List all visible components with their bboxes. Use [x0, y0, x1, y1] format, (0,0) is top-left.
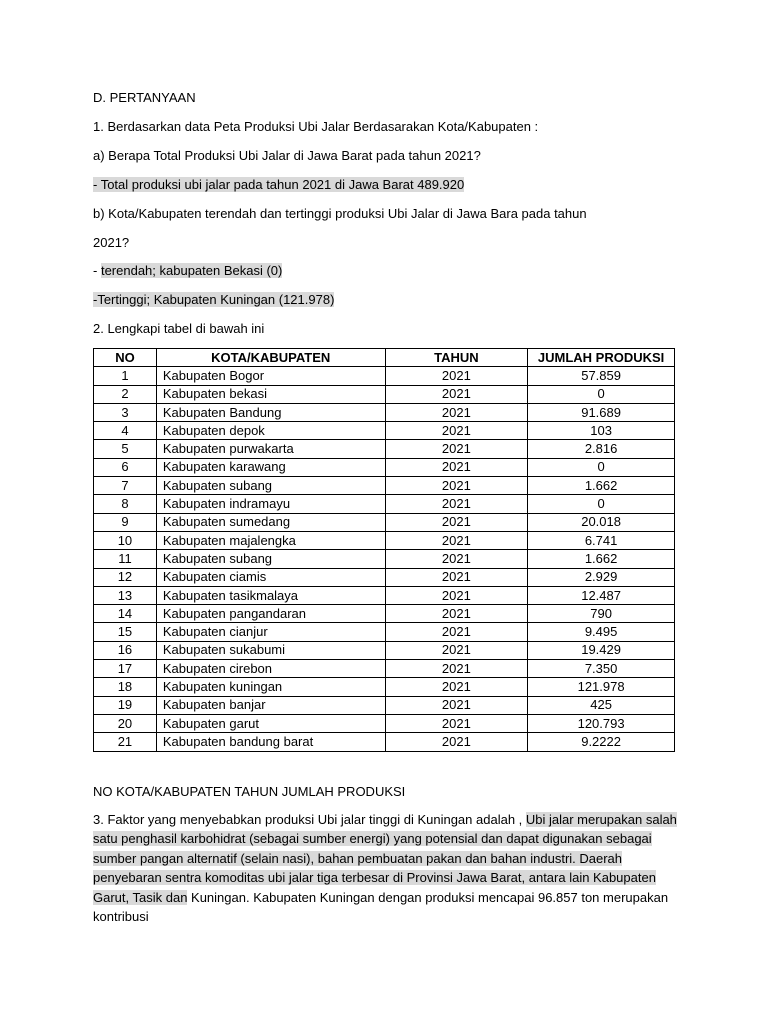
cell-no: 17: [94, 660, 157, 678]
table-caption: NO KOTA/KABUPATEN TAHUN JUMLAH PRODUKSI: [93, 784, 406, 799]
table-row: [94, 440, 675, 458]
cell-region: Kabupaten bandung barat: [156, 733, 385, 751]
cell-production: 0: [528, 495, 675, 513]
header-no: NO: [94, 349, 157, 367]
cell-year: 2021: [385, 458, 528, 476]
cell-production: 1.662: [528, 550, 675, 568]
cell-region: Kabupaten banjar: [156, 696, 385, 714]
question-1: 1. Berdasarkan data Peta Produksi Ubi Jalar Berdasarakan Kota/Kabupaten :: [93, 119, 539, 134]
cell-no: 18: [94, 678, 157, 696]
cell-region: Kabupaten ciamis: [156, 568, 385, 586]
cell-production: 12.487: [528, 586, 675, 604]
cell-no: 2: [94, 385, 157, 403]
header-tahun: TAHUN: [385, 349, 528, 367]
table-row: [94, 550, 675, 568]
table-row: [94, 714, 675, 732]
cell-year: 2021: [385, 568, 528, 586]
header-kota-kabupaten: KOTA/KABUPATEN: [156, 349, 385, 367]
table-row: [94, 367, 675, 385]
table-row: [94, 422, 675, 440]
cell-no: 20: [94, 714, 157, 732]
cell-no: 3: [94, 403, 157, 421]
cell-production: 425: [528, 696, 675, 714]
cell-region: Kabupaten subang: [156, 550, 385, 568]
table-row: [94, 403, 675, 421]
table-row: [94, 678, 675, 696]
cell-region: Kabupaten pangandaran: [156, 605, 385, 623]
table-row: [94, 733, 675, 751]
cell-region: Kabupaten purwakarta: [156, 440, 385, 458]
cell-year: 2021: [385, 367, 528, 385]
answer-1a: [93, 176, 464, 193]
cell-year: 2021: [385, 550, 528, 568]
cell-year: 2021: [385, 605, 528, 623]
cell-production: 9.2222: [528, 733, 675, 751]
cell-region: Kabupaten tasikmalaya: [156, 586, 385, 604]
section-heading: D. PERTANYAAN: [93, 90, 196, 105]
cell-production: 91.689: [528, 403, 675, 421]
answer-3-rest: Kuningan. Kabupaten Kuningan dengan produksi mencapai 96.857 ton merupakan kontribusi: [93, 889, 669, 925]
cell-production: 2.929: [528, 568, 675, 586]
table-row: [94, 605, 675, 623]
cell-no: 6: [94, 458, 157, 476]
answer-3-highlight: Ubi jalar merupakan salah satu penghasil karbohidrat (sebagai sumber energi) yang potensial dan dapat digunakan sebagai sumber pangan alternatif (selain nasi), bahan pembuatan pakan dan bahan industri. Daerah penyebaran sentra komoditas ubi jalar tiga terbesar di Provinsi Jawa Barat, antara lain Kabupaten Garut, Tasik dan: [93, 812, 677, 905]
cell-no: 15: [94, 623, 157, 641]
cell-production: 1.662: [528, 477, 675, 495]
cell-no: 14: [94, 605, 157, 623]
cell-no: 12: [94, 568, 157, 586]
cell-no: 8: [94, 495, 157, 513]
answer-1b-lowest: [93, 262, 282, 279]
cell-region: Kabupaten indramayu: [156, 495, 385, 513]
cell-year: 2021: [385, 477, 528, 495]
answer-1b-highest: [93, 291, 334, 308]
cell-production: 9.495: [528, 623, 675, 641]
table-row: [94, 623, 675, 641]
cell-year: 2021: [385, 422, 528, 440]
question-3-paragraph: [93, 810, 683, 926]
table-header-row: [94, 349, 675, 367]
cell-no: 5: [94, 440, 157, 458]
cell-region: Kabupaten depok: [156, 422, 385, 440]
cell-year: 2021: [385, 733, 528, 751]
cell-no: 21: [94, 733, 157, 751]
cell-region: Kabupaten garut: [156, 714, 385, 732]
table-row: [94, 458, 675, 476]
cell-production: 2.816: [528, 440, 675, 458]
cell-year: 2021: [385, 696, 528, 714]
table-row: [94, 477, 675, 495]
header-jumlah-produksi: JUMLAH PRODUKSI: [528, 349, 675, 367]
cell-production: 19.429: [528, 641, 675, 659]
cell-production: 790: [528, 605, 675, 623]
cell-no: 19: [94, 696, 157, 714]
cell-region: Kabupaten karawang: [156, 458, 385, 476]
cell-no: 4: [94, 422, 157, 440]
cell-year: 2021: [385, 641, 528, 659]
cell-region: Kabupaten subang: [156, 477, 385, 495]
table-row: [94, 660, 675, 678]
cell-year: 2021: [385, 623, 528, 641]
cell-region: Kabupaten cirebon: [156, 660, 385, 678]
cell-region: Kabupaten Bogor: [156, 367, 385, 385]
table-row: [94, 513, 675, 531]
cell-region: Kabupaten cianjur: [156, 623, 385, 641]
table-row: [94, 586, 675, 604]
cell-no: 13: [94, 586, 157, 604]
cell-region: Kabupaten sukabumi: [156, 641, 385, 659]
cell-year: 2021: [385, 678, 528, 696]
cell-region: Kabupaten sumedang: [156, 513, 385, 531]
cell-no: 9: [94, 513, 157, 531]
cell-year: 2021: [385, 586, 528, 604]
cell-year: 2021: [385, 385, 528, 403]
table-row: [94, 385, 675, 403]
cell-production: 103: [528, 422, 675, 440]
answer-1b-highest-text: -Tertinggi; Kabupaten Kuningan (121.978): [93, 292, 335, 307]
cell-no: 16: [94, 641, 157, 659]
table-row: [94, 531, 675, 549]
cell-no: 7: [94, 477, 157, 495]
cell-no: 10: [94, 531, 157, 549]
question-1b-line-2: 2021?: [93, 235, 130, 250]
cell-production: 6.741: [528, 531, 675, 549]
cell-year: 2021: [385, 495, 528, 513]
cell-region: Kabupaten Bandung: [156, 403, 385, 421]
cell-region: Kabupaten majalengka: [156, 531, 385, 549]
question-1b-line-1: b) Kota/Kabupaten terendah dan tertinggi produksi Ubi Jalar di Jawa Bara pada tahun: [93, 206, 587, 221]
cell-production: 120.793: [528, 714, 675, 732]
question-3-intro: 3. Faktor yang menyebabkan produksi Ubi jalar tinggi di Kuningan adalah ,: [93, 812, 526, 827]
cell-year: 2021: [385, 660, 528, 678]
question-1a: a) Berapa Total Produksi Ubi Jalar di Jawa Barat pada tahun 2021?: [93, 148, 481, 163]
table-row: [94, 641, 675, 659]
production-table: [93, 348, 675, 752]
cell-no: 11: [94, 550, 157, 568]
answer-1a-text: - Total produksi ubi jalar pada tahun 2021 di Jawa Barat 489.920: [93, 177, 465, 192]
cell-no: 1: [94, 367, 157, 385]
answer-1b-lowest-text: terendah; kabupaten Bekasi (0): [100, 263, 283, 278]
table-row: [94, 568, 675, 586]
cell-year: 2021: [385, 440, 528, 458]
cell-year: 2021: [385, 714, 528, 732]
cell-production: 0: [528, 385, 675, 403]
cell-region: Kabupaten kuningan: [156, 678, 385, 696]
table-row: [94, 495, 675, 513]
cell-year: 2021: [385, 513, 528, 531]
cell-production: 0: [528, 458, 675, 476]
table-row: [94, 696, 675, 714]
cell-production: 57.859: [528, 367, 675, 385]
cell-region: Kabupaten bekasi: [156, 385, 385, 403]
answer-1b-prefix: -: [93, 263, 101, 278]
cell-year: 2021: [385, 531, 528, 549]
question-2: 2. Lengkapi tabel di bawah ini: [93, 321, 265, 336]
cell-production: 121.978: [528, 678, 675, 696]
cell-production: 20.018: [528, 513, 675, 531]
cell-year: 2021: [385, 403, 528, 421]
cell-production: 7.350: [528, 660, 675, 678]
